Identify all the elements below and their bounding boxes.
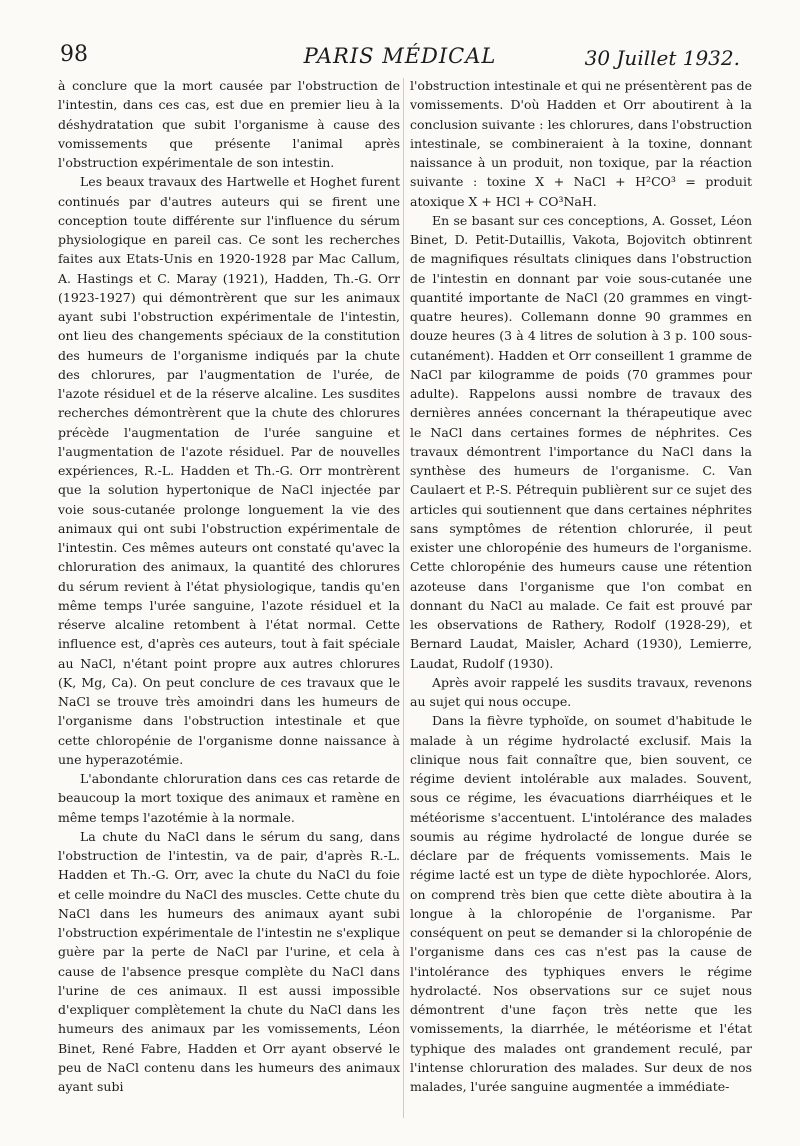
page-number: 98 <box>60 42 88 67</box>
left-column <box>58 76 400 1096</box>
page-header <box>60 40 740 74</box>
paragraph: l'obstruction intestinale et qui ne présentèrent pas de vomissements. D'où Hadden et Orr aboutirent à la conclusion suivante : les chlorures, dans l'obstruction intestinale, se combineraient à la toxine, donnant naissance à un produit, non toxique, par la réaction suivante : toxine X + NaCl + H²CO³ = produit atoxique X + HCl + CO³NaH. <box>410 78 752 209</box>
right-column <box>410 76 752 1096</box>
paragraph: Dans la fièvre typhoïde, on soumet d'habitude le malade à un régime hydrolacté exclusif. Mais la clinique nous fait connaître que, bien souvent, ce régime devient intolérable aux malades. Souvent, sous ce régime, les évacuations diarrhéiques et le météorisme s'accentuent. L'intolérance des malades soumis au régime hydrolacté de longue durée se déclare par de fréquents vomissements. Mais le régime lacté est un type de diète hypochlorée. Alors, on comprend très bien que cette diète aboutira à la longue à la chloropénie de l'organisme. Par conséquent on peut se demander si la chloropénie de l'organisme dans ces cas n'est pas la cause de l'intolérance des typhiques envers le régime hydrolacté. Nos observations sur ce sujet nous démontrent d'une façon très nette que les vomissements, la diarrhée, le météorisme et l'état typhique des malades ont grandement reculé, par l'intense chloruration des malades. Sur deux de nos malades, l'urée sanguine augmentée a immédiate- <box>410 713 752 1094</box>
paragraph: Les beaux travaux des Hartwelle et Hoghet furent continués par d'autres auteurs qui se firent une conception toute différente sur l'influence du sérum physiologique en pareil cas. Ce sont les recherches faites aux Etats-Unis en 1920-1928 par Mac Callum, A. Hastings et C. Maray (1921), Hadden, Th.-G. Orr (1923-1927) qui démontrèrent que sur les animaux ayant subi l'obstruction expérimentale de l'intestin, ont lieu des changements spéciaux de la constitution des humeurs de l'organisme indiqués par la chute des chlorures, par l'augmentation de l'urée, de l'azote résiduel et de la réserve alcaline. Les susdites recherches démontrèrent que la chute des chlorures précède l'augmentation de l'urée sanguine et l'augmentation de l'azote résiduel. Par de nouvelles expériences, R.-L. Hadden et Th.-G. Orr montrèrent que la solution hypertonique de NaCl injectée par voie sous-cutanée prolonge longuement la vie des animaux qui ont subi l'obstruction expérimentale de l'intestin. Ces mêmes auteurs ont constaté qu'avec la chloruration des animaux, la quantité des chlorures du sérum revient à l'état physiologique, tandis qu'en même temps l'urée sanguine, l'azote résiduel et la réserve alcaline retombent à l'état normal. Cette influence est, d'après ces auteurs, tout à fait spéciale au NaCl, n'étant point propre aux autres chlorures (K, Mg, Ca). On peut conclure de ces travaux que le NaCl se trouve très amoindri dans les humeurs de l'organisme dans l'obstruction intestinale et que cette chloropénie de l'organisme donne naissance à une hyperazotémie. <box>58 174 400 767</box>
paragraph: à conclure que la mort causée par l'obstruction de l'intestin, dans ces cas, est due en premier lieu à la déshydratation que subit l'organisme à cause des vomissements que présente l'animal après l'obstruction expérimentale de son intestin. <box>58 78 400 170</box>
paragraph: Après avoir rappelé les susdits travaux, revenons au sujet qui nous occupe. <box>410 674 752 709</box>
paragraph: En se basant sur ces conceptions, A. Gosset, Léon Binet, D. Petit-Dutaillis, Vakota, Bojovitch obtinrent de magnifiques résultats cliniques dans l'obstruction de l'intestin en donnant par voie sous-cutanée une quantité importante de NaCl (20 grammes en vingt-quatre heures). Collemann donne 90 grammes en douze heures (3 à 4 litres de solution à 3 p. 100 sous-cutanément). Hadden et Orr conseillent 1 gramme de NaCl par kilogramme de poids (70 grammes pour adulte). Rappelons aussi nombre de travaux des dernières années concernant la thérapeutique avec le NaCl dans certaines formes de néphrites. Ces travaux démontrent l'importance du NaCl dans la synthèse des humeurs de l'organisme. C. Van Caulaert et P.-S. Pétrequin publièrent sur ce sujet des articles qui soutiennent que dans certaines néphrites sans symptômes de rétention chlorurée, il peut exister une chloropénie des humeurs de l'organisme. Cette chloropénie des humeurs cause une rétention azoteuse dans l'organisme que l'on combat en donnant du NaCl au malade. Ce fait est prouvé par les observations de Rathery, Rodolf (1928-29), et Bernard Laudat, Maisler, Achard (1930), Lemierre, Laudat, Rudolf (1930). <box>410 212 752 671</box>
issue-date: 30 Juillet 1932. <box>584 46 740 70</box>
paragraph: La chute du NaCl dans le sérum du sang, dans l'obstruction de l'intestin, va de pair, d'après R.-L. Hadden et Th.-G. Orr, avec la chute du NaCl du foie et celle moindre du NaCl des muscles. Cette chute du NaCl dans les humeurs des animaux ayant subi l'obstruction expérimentale de l'intestin ne s'explique guère par la perte de NaCl par l'urine, et cela à cause de l'absence presque complète du NaCl dans l'urine de ces animaux. Il est aussi impossible d'expliquer complètement la chute du NaCl dans les humeurs des animaux par les vomissements, Léon Binet, René Fabre, Hadden et Orr ayant observé le peu de NaCl contenu dans les humeurs des animaux ayant subi <box>58 828 400 1094</box>
paragraph: L'abondante chloruration dans ces cas retarde de beaucoup la mort toxique des animaux et ramène en même temps l'azotémie à la normale. <box>58 771 400 825</box>
column-divider <box>403 78 404 1118</box>
journal-title: PARIS MÉDICAL <box>303 44 497 68</box>
